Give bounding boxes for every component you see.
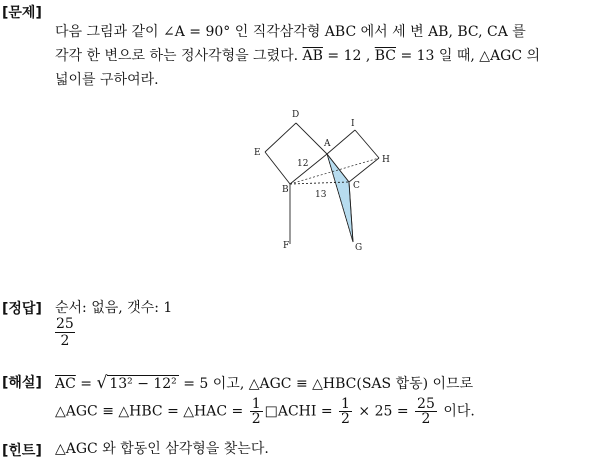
segment-a-b [290, 154, 327, 184]
fraction-result: $\frac{25}{2}$ [417, 396, 435, 427]
problem-line-3: 넓이를 구하여라. [55, 72, 159, 88]
segment-bc: $\overline{BC}$ [374, 48, 397, 64]
explanation-text [55, 370, 475, 426]
point-h-label: H [382, 155, 390, 165]
length-12-label: 12 [297, 159, 309, 169]
explanation-line-1: $\overline{AC}$ = √ 13² − 12² = 5 이고, △AGC ≡ △HBC(SAS 합동) 이므로 [55, 370, 475, 397]
problem-line-1: 다음 그림과 같이 ∠A = 90° 인 직각삼각형 ABC 에서 세 변 AB, BC, CA 를 [55, 24, 526, 40]
segment-a-i [327, 130, 355, 154]
fraction-half-1: $\frac{1}{2}$ [251, 396, 261, 427]
point-e-label: E [254, 148, 261, 158]
point-i-label: I [351, 119, 355, 129]
segment-ab: $\overline{AB}$ [302, 48, 323, 64]
point-g-label: G [355, 243, 363, 253]
answer-numerator: 25 [56, 316, 74, 332]
hint-label: [힌트] [2, 443, 42, 459]
point-a-label: A [324, 139, 331, 149]
point-d-label: D [292, 110, 300, 120]
problem-label: [문제] [2, 5, 42, 21]
geometry-figure [245, 104, 395, 264]
point-b-label: B [282, 185, 289, 195]
sqrt-expression: √ 13² − 12² [96, 373, 177, 393]
segment-a-d [296, 123, 327, 154]
answer-fraction [55, 316, 75, 349]
fraction-half-2: $\frac{1}{2}$ [341, 396, 350, 427]
explanation-line-2: △AGC ≡ △HBC = △HAC = $\frac{1}{2}$ □ACHI = $\frac{1}{2}$ × 25 = $\frac{25}{2}$ 이다. [55, 396, 475, 427]
point-f-label: F [283, 241, 290, 251]
answer-label: [정답] [2, 301, 42, 317]
length-13-label: 13 [315, 190, 327, 200]
problem-line-2: 각각 한 변으로 하는 정사각형을 그렸다. $\overline{AB} = 12$ , $\overline{BC} = 13$ 일 때, △AGC 의 [55, 48, 541, 64]
hint-text: △AGC 와 합동인 삼각형을 찾는다. [55, 441, 269, 457]
segment-h-c [349, 158, 379, 182]
segment-ac: $\overline{AC}$ [55, 376, 76, 392]
problem-text [55, 20, 540, 92]
segment-i-h [355, 130, 379, 158]
answer-denominator: 2 [60, 333, 70, 349]
answer-text: 순서: 없음, 갯수: 1 [55, 300, 173, 316]
segment-e-b [265, 152, 290, 184]
point-c-label: C [353, 181, 360, 191]
segment-d-e [265, 123, 296, 152]
explanation-label: [해설] [2, 375, 42, 391]
